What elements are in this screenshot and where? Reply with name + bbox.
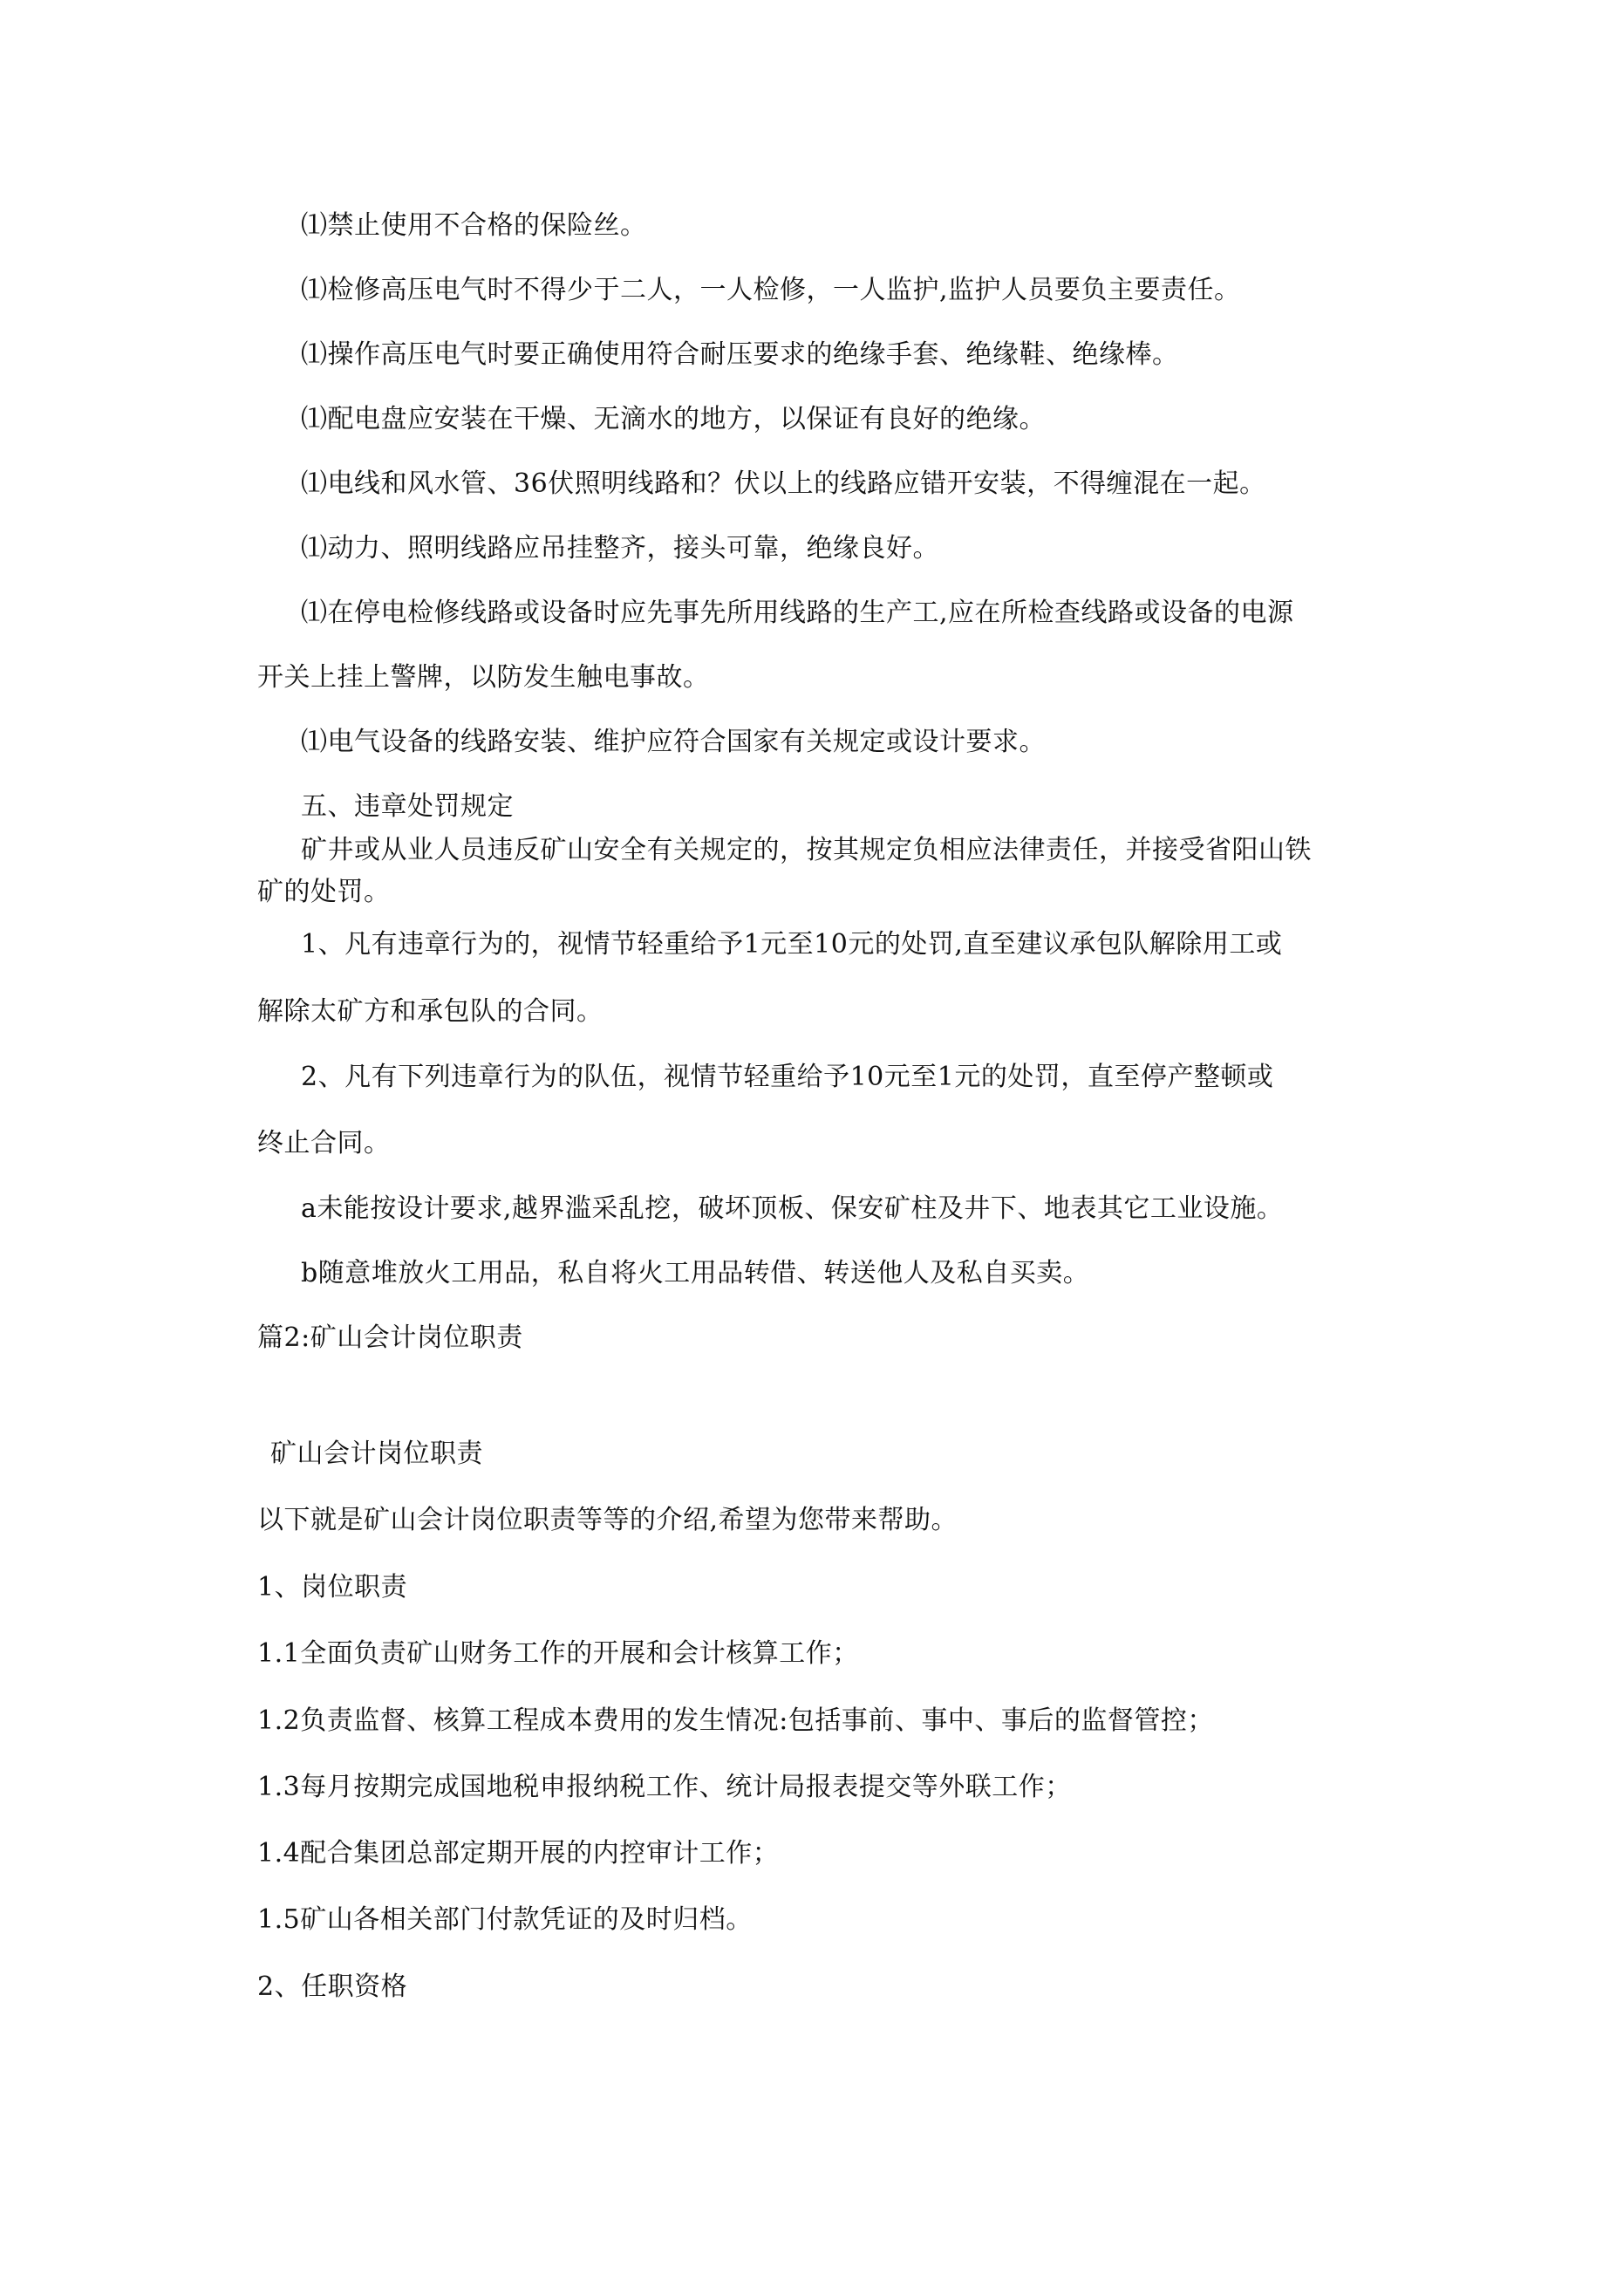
penalty-rule1-line2: 解除太矿方和承包队的合同。 (257, 996, 604, 1027)
duty-item-2: 1.2负责监督、核算工程成本费用的发生情况:包括事前、事中、事后的监督管控； (257, 1705, 1214, 1736)
duty-item-3: 1.3每月按期完成国地税申报纳税工作、统计局报表提交等外联工作； (257, 1772, 1072, 1802)
penalty-item-a: a未能按设计要求,越界滥采乱挖，破坏顶板、保安矿柱及井下、地表其它工业设施。 (301, 1193, 1284, 1224)
penalty-intro-line2: 矿的处罚。 (257, 877, 391, 907)
penalty-rule2-line2: 终止合同。 (257, 1128, 391, 1158)
safety-item-outage-line2: 开关上挂上警牌，以防发生触电事故。 (257, 662, 710, 693)
penalty-rule1-line1: 1、凡有违章行为的，视情节轻重给予1元至10元的处罚,直至建议承包队解除用工或 (301, 929, 1283, 960)
safety-item-outage-line1: ⑴在停电检修线路或设备时应先事先所用线路的生产工,应在所检查线路或设备的电源 (301, 598, 1294, 628)
duty-item-5: 1.5矿山各相关部门付款凭证的及时归档。 (257, 1904, 753, 1935)
duty-item-4: 1.4配合集团总部定期开展的内控审计工作； (257, 1838, 780, 1869)
penalty-intro-line1: 矿井或从业人员违反矿山安全有关规定的，按其规定负相应法律责任，并接受省阳山铁 (301, 835, 1312, 865)
safety-item-power-lines: ⑴动力、照明线路应吊挂整齐，接头可靠，绝缘良好。 (301, 533, 939, 564)
safety-item-hv-operation: ⑴操作高压电气时要正确使用符合耐压要求的绝缘手套、绝缘鞋、绝缘棒。 (301, 339, 1179, 370)
job-title: 矿山会计岗位职责 (270, 1438, 483, 1469)
section-heading-penalties: 五、违章处罚规定 (301, 791, 514, 822)
penalty-item-b: b随意堆放火工用品，私自将火工用品转借、转送他人及私自买卖。 (301, 1258, 1090, 1288)
safety-item-hv-repair: ⑴检修高压电气时不得少于二人，一人检修，一人监护,监护人员要负主要责任。 (301, 275, 1241, 305)
safety-item-panel: ⑴配电盘应安装在干燥、无滴水的地方，以保证有良好的绝缘。 (301, 404, 1046, 434)
job-heading-qualifications: 2、任职资格 (257, 1971, 408, 2002)
safety-item-wiring: ⑴电线和风水管、36伏照明线路和？伏以上的线路应错开安装，不得缠混在一起。 (301, 468, 1266, 499)
safety-item-fuse: ⑴禁止使用不合格的保险丝。 (301, 210, 647, 241)
job-heading-responsibilities: 1、岗位职责 (257, 1572, 408, 1602)
part2-title: 篇2:矿山会计岗位职责 (257, 1322, 523, 1353)
duty-item-1: 1.1全面负责矿山财务工作的开展和会计核算工作； (257, 1638, 859, 1669)
penalty-rule2-line1: 2、凡有下列违章行为的队伍，视情节轻重给予10元至1元的处罚，直至停产整顿或 (301, 1062, 1274, 1092)
safety-item-installation: ⑴电气设备的线路安装、维护应符合国家有关规定或设计要求。 (301, 727, 1046, 757)
job-intro: 以下就是矿山会计岗位职责等等的介绍,希望为您带来帮助。 (257, 1505, 958, 1535)
